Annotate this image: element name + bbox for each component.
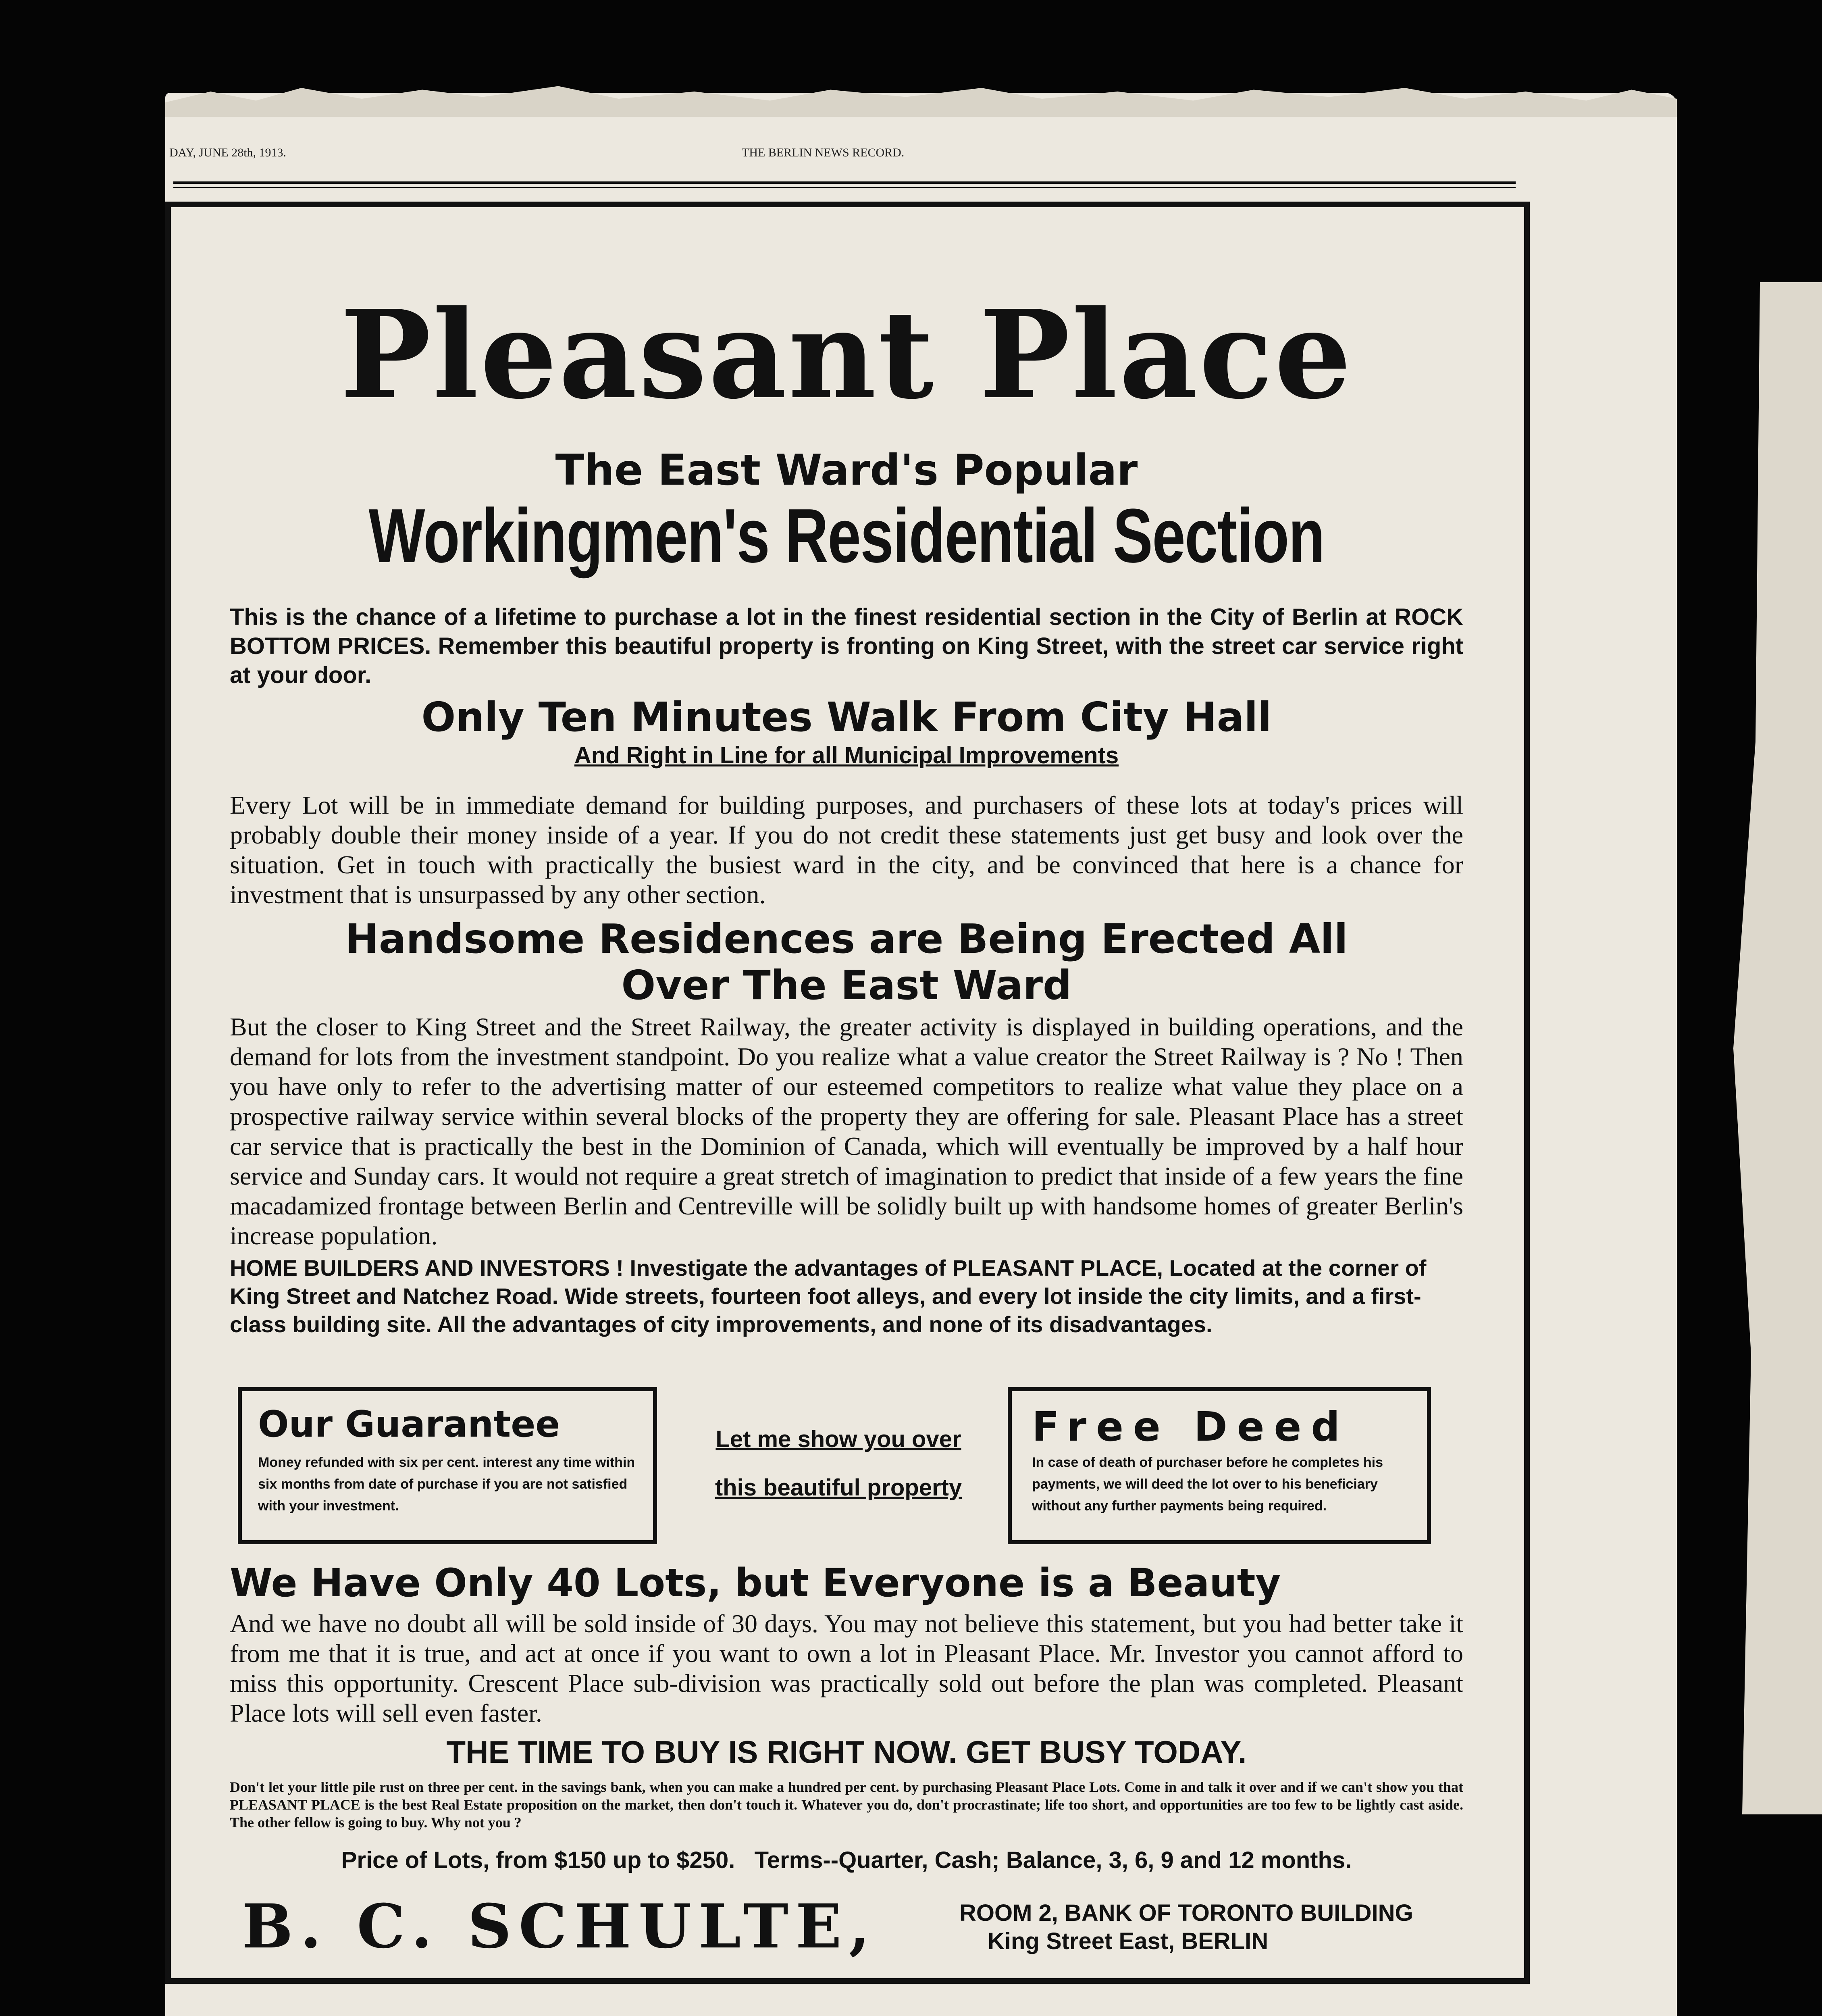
torn-top-edge: [165, 81, 1677, 117]
lots-heading: We Have Only 40 Lots, but Everyone is a Beauty: [230, 1560, 1281, 1606]
price-line: Price of Lots, from $150 up to $250. Terms--Quarter, Cash; Balance, 3, 6, 9 and 12 months.: [341, 1847, 1352, 1873]
guarantee-box: [238, 1387, 657, 1544]
demand-paragraph: Every Lot will be in immediate demand for building purposes, and purchasers of these lots at today's prices will probably double their money inside of a year. If you do not credit these statements just get busy and look over the situation. Get in touch with practically the busiest ward in the city, and be convinced that here is a chance for investment that is unsurpassed by any other section.: [230, 791, 1463, 909]
adjacent-page-edge: [1733, 282, 1822, 1814]
builders-text: Investigate the advantages of PLEASANT PLACE, Located at the corner of King Street and Natchez Road. Wide streets, fourteen foot alleys, and every lot inside the city limits, and a first-class building site. All the advantages of city improvements, and none of its disadvantages.: [230, 1255, 1427, 1337]
agent-name: B. C. SCHULTE,: [242, 1891, 878, 1962]
free-deed-text: In case of death of purchaser before he completes his payments, we will deed the lot over to his beneficiary without any further payments being required.: [1032, 1455, 1383, 1514]
ad-tagline: Workingmen's Residential Section: [368, 493, 1325, 579]
walk-subheading: And Right in Line for all Municipal Improvements: [574, 742, 1119, 768]
walk-heading: Only Ten Minutes Walk From City Hall: [421, 694, 1272, 741]
fine-print: Don't let your little pile rust on three per cent. in the savings bank, when you can make a hundred per cent. by purchasing Pleasant Place Lots. Come in and talk it over and if we can't show you that PLEASANT PLACE is the best Real Estate proposition on the market, then don't touch it. Whatever you do, don't procrastinate; life too short, and opportunities are too few to be lightly cast aside. The other fellow is going to buy. Why not you ?: [230, 1779, 1463, 1831]
ad-title: Pleasant Place: [340, 283, 1353, 426]
address-line2: King Street East, BERLIN: [988, 1928, 1269, 1954]
header-rule-thin: [173, 187, 1516, 188]
guarantee-text: Money refunded with six per cent. interest any time within six months from date of purchase if you are not satisfied with your investment.: [258, 1455, 635, 1514]
ad-subtitle: The East Ward's Popular: [555, 446, 1138, 495]
lots-paragraph: And we have no doubt all will be sold inside of 30 days. You may not believe this statement, but you had better take it from me that it is true, and act at once if you want to own a lot in Pleasant Place. Mr. Investor you cannot afford to miss this opportunity. Crescent Place sub-division was practically sold out before the plan was completed. Pleasant Place lots will sell even faster.: [230, 1609, 1463, 1727]
builders-section: [230, 1254, 1463, 1339]
buy-now-heading: THE TIME TO BUY IS RIGHT NOW. GET BUSY TODAY.: [446, 1734, 1247, 1770]
show-you-line2: this beautiful property: [715, 1475, 962, 1501]
free-deed-title: Free Deed: [1032, 1403, 1350, 1450]
show-you-line1: Let me show you over: [715, 1426, 961, 1452]
residences-paragraph: But the closer to King Street and the Street Railway, the greater activity is displayed in building operations, and the demand for lots from the investment standpoint. Do you realize what a value creator the Street Railway is ? No ! Then you have only to refer to the advertising matter of our esteemed competitors to realize what value they place on a prospective railway service within several blocks of the property they are offering for sale. Pleasant Place has a street car service that is practically the best in the Dominion of Canada, which will eventually be improved by a half hour service and Sunday cars. It would not require a great stretch of imagination to predict that inside of a few years the fine macadamized frontage between Berlin and Centreville will be solidly built up with handsome homes of greater Berlin's increase population.: [230, 1012, 1463, 1250]
address-line1: ROOM 2, BANK OF TORONTO BUILDING: [959, 1900, 1413, 1926]
advertisement: [177, 210, 1516, 1976]
header-rule: [173, 181, 1516, 184]
residences-heading-line2: Over The East Ward: [621, 962, 1072, 1009]
guarantee-title: Our Guarantee: [258, 1403, 560, 1445]
free-deed-box: [1008, 1387, 1431, 1544]
intro-paragraph: This is the chance of a lifetime to purchase a lot in the finest residential section in the City of Berlin at ROCK BOTTOM PRICES. Remember this beautiful property is fronting on King Street, with the street car service right at your door.: [230, 604, 1463, 688]
agent-address: [959, 1899, 1413, 1956]
header-newspaper-name: THE BERLIN NEWS RECORD.: [742, 146, 905, 159]
residences-heading-line1: Handsome Residences are Being Erected All: [345, 915, 1348, 962]
header-date: DAY, JUNE 28th, 1913.: [169, 146, 287, 159]
show-you-over: [685, 1415, 992, 1512]
builders-lead: HOME BUILDERS AND INVESTORS !: [230, 1255, 624, 1281]
